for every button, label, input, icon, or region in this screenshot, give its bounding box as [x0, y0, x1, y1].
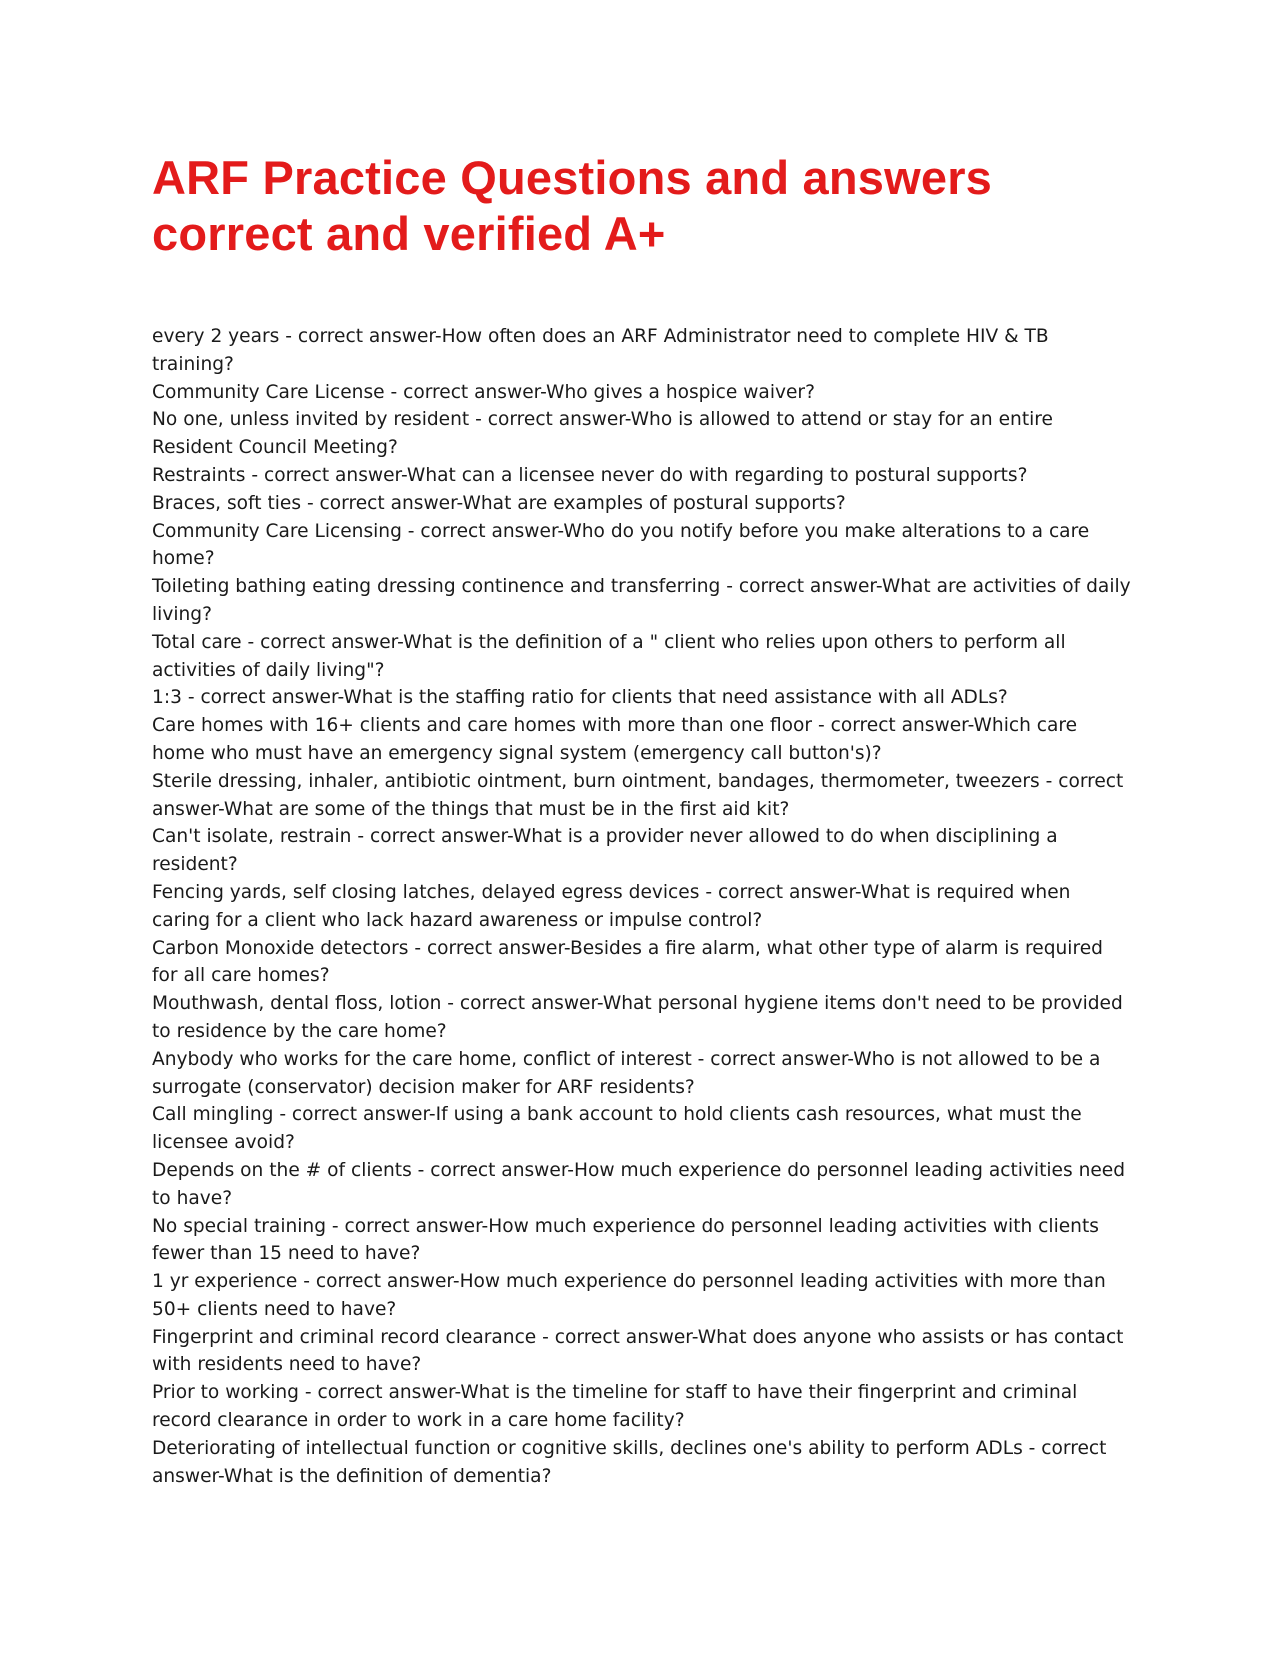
document-title: ARF Practice Questions and answers correct and verified A+ — [152, 151, 993, 260]
qa-item: Braces, soft ties - correct answer-What are examples of postural supports? — [152, 492, 846, 514]
qa-item: Community Care License - correct answer-Who gives a hospice waiver? — [152, 381, 815, 403]
qa-item: 1:3 - correct answer-What is the staffing ratio for clients that need assistance with all ADLs? — [152, 687, 1008, 709]
qa-list — [152, 323, 1132, 1490]
qa-item: Care homes with 16+ clients and care homes with more than one floor - correct answer-Which care home who must have an emergency signal system (emergency call button's)? — [152, 715, 1078, 764]
qa-item: Depends on the # of clients - correct answer-How much experience do personnel leading activities need to have? — [152, 1159, 1126, 1209]
qa-item: Can't isolate, restrain - correct answer-What is a provider never allowed to do when disciplining a resident? — [152, 826, 1058, 876]
qa-item: 1 yr experience - correct answer-How much experience do personnel leading activities with more than 50+ clients need to have? — [152, 1271, 1106, 1320]
qa-item: Sterile dressing, inhaler, antibiotic ointment, burn ointment, bandages, thermometer, tweezers - correct answer-What are some of the things that must be in the first aid kit? — [152, 770, 1124, 820]
qa-item: Mouthwash, dental floss, lotion - correct answer-What personal hygiene items don't need to be provided to residence by the care home? — [152, 993, 1123, 1042]
qa-item: Call mingling - correct answer-If using a bank account to hold clients cash resources, what must the licensee avoid? — [152, 1104, 1082, 1154]
qa-item: Total care - correct answer-What is the definition of a " client who relies upon others to perform all activities of daily living"? — [152, 631, 1066, 681]
qa-item: No special training - correct answer-How much experience do personnel leading activities with clients fewer than 15 need to have? — [152, 1215, 1099, 1265]
qa-item: Fencing yards, self closing latches, delayed egress devices - correct answer-What is required when caring for a client who lack hazard awareness or impulse control? — [152, 881, 1071, 931]
qa-item: Fingerprint and criminal record clearance - correct answer-What does anyone who assists or has contact with residents need to have? — [152, 1326, 1124, 1376]
qa-item: every 2 years - correct answer-How often does an ARF Administrator need to complete HIV & TB training? — [152, 326, 1049, 375]
qa-item: Deteriorating of intellectual function or cognitive skills, declines one's ability to perform ADLs - correct answer-What is the definition of dementia? — [152, 1437, 1107, 1487]
qa-item: Anybody who works for the care home, conflict of interest - correct answer-Who is not allowed to be a surrogate (conservator) decision maker for ARF residents? — [152, 1048, 1101, 1098]
qa-item: Toileting bathing eating dressing continence and transferring - correct answer-What are activities of daily living? — [152, 576, 1131, 625]
qa-item: Prior to working - correct answer-What is the timeline for staff to have their fingerprint and criminal record clearance in order to work in a care home facility? — [152, 1382, 1078, 1432]
qa-item: No one, unless invited by resident - correct answer-Who is allowed to attend or stay for an entire Resident Council Meeting? — [152, 409, 1053, 459]
qa-item: Restraints - correct answer-What can a licensee never do with regarding to postural supports? — [152, 464, 1028, 486]
qa-item: Carbon Monoxide detectors - correct answer-Besides a fire alarm, what other type of alarm is required for all care homes? — [152, 937, 1103, 987]
qa-item: Community Care Licensing - correct answer-Who do you notify before you make alterations to a care home? — [152, 520, 1090, 570]
